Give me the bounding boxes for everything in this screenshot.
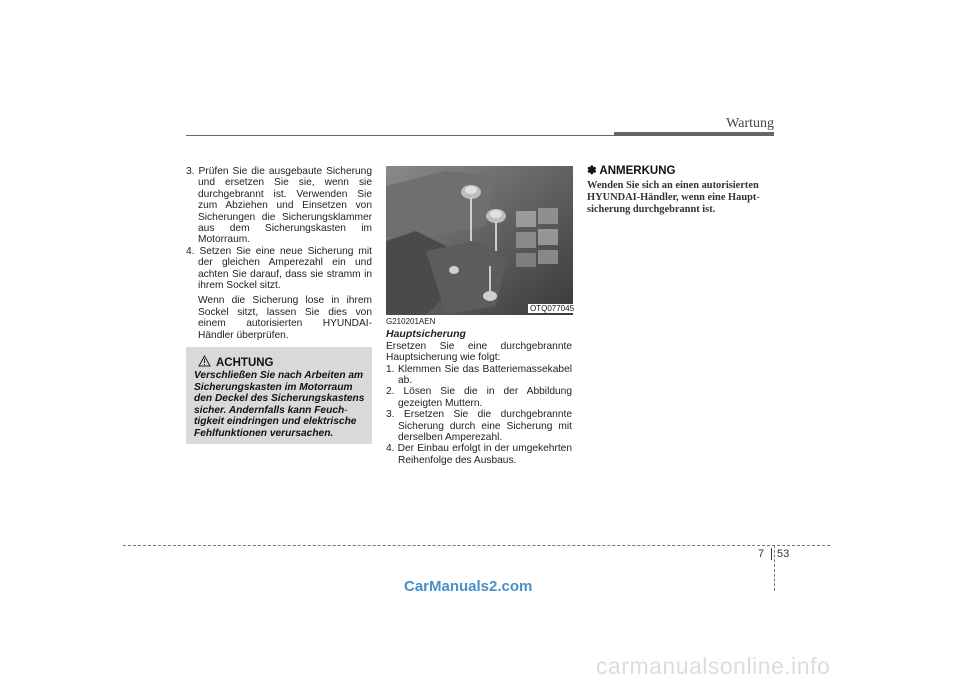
warning-header [198,355,274,370]
footer-rule [123,545,830,546]
list-item: 4. Der Einbau erfolgt in der umgekehrten Reihenfolge des Ausbaus. [386,443,572,466]
note-text: Wenden Sie sich an einen autorisierten HYUNDAI-Händler, wenn eine Haupt- sicherung durchgebrannt ist. [587,180,760,215]
intro-text: Ersetzen Sie eine durchgebrannte Hauptsicherung wie folgt: [386,340,572,364]
column-middle [386,166,572,466]
header-rule-accent [614,132,774,136]
list-item: 1. Klemmen Sie das Batteriemassekabel ab. [386,363,572,387]
list-item: 2. Lösen Sie die in der Abbildung gezeigten Muttern. [386,386,572,409]
chapter-number: 7 [758,548,765,560]
warning-title: ACHTUNG [216,356,274,369]
column-left [186,166,372,341]
step-4-note: Wenn die Sicherung lose in ihrem Sockel sitzt, lassen Sie dies von einem autorisierten HYUNDAI-Händler überprüfen. [198,295,372,341]
subheading: Hauptsicherung [386,328,466,341]
note-title: ANMERKUNG [599,165,676,177]
column-right [587,166,774,216]
header-rule [186,135,614,136]
warning-triangle-icon [198,355,211,370]
section-code: G210201AEN [386,317,436,326]
note-header [587,166,774,177]
section-title: Wartung [726,116,774,131]
step-4-text: 4. Setzen Sie eine neue Sicherung mit der gleichen Amperezahl ein und achten Sie darauf, dass sie stramm in ihrem Sockel sitzt. [186,245,372,292]
watermark-link[interactable]: CarManuals2.com [404,578,533,595]
note-star-icon: ✽ [587,165,597,177]
list-item: 3. Ersetzen Sie die durchgebrannte Sicherung durch eine Sicherung mit derselben Amperezahl. [386,409,572,444]
page-number: 53 [777,548,790,560]
warning-box [186,347,372,444]
page-separator [771,548,772,560]
step-3-text: 3. Prüfen Sie die ausgebaute Sicherung und ersetzen Sie sie, wenn sie durchgebrannt ist. Verwenden Sie zum Abziehen und Einsetzen von Sicherungen die Sicherungsklammer aus dem Sicherungskasten im Motorraum. [186,166,372,246]
watermark-text: carmanualsonline.info [596,653,831,679]
footer-rule-vertical [774,545,775,591]
image-code: OTQ077045 [530,304,575,313]
warning-text: Verschließen Sie nach Arbeiten am Sicherungskasten im Motorraum den Deckel des Sicherungskastens sicher. Andernfalls kann Feuch-tigkeit eindringen und elektrische Fehlfunktionen verursachen. [194,370,365,439]
